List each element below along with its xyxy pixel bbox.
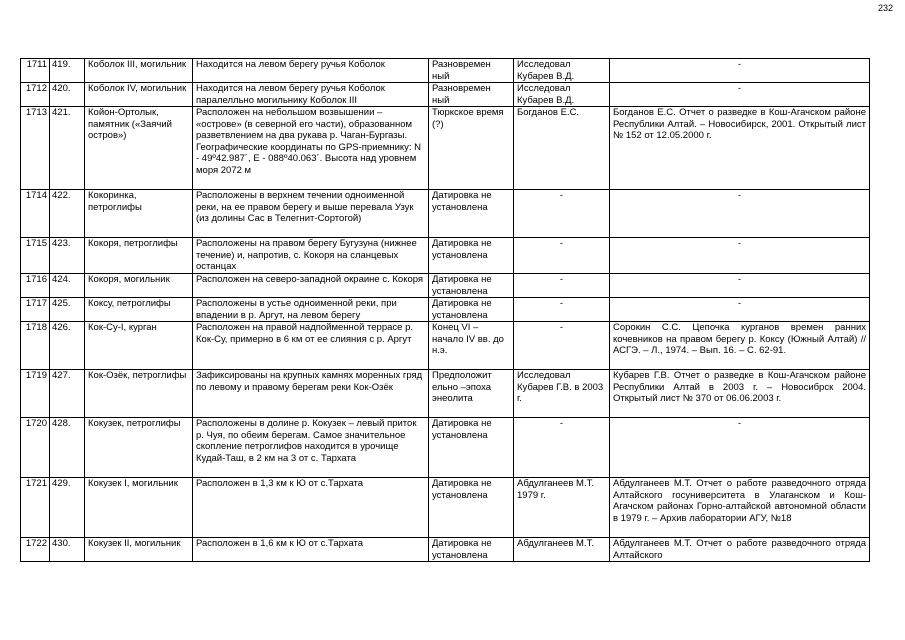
table-row <box>21 418 870 478</box>
monument-dating: Датировка не установлена <box>429 478 514 538</box>
table-row <box>21 83 870 107</box>
row-number: 1713 <box>21 107 50 190</box>
monument-researcher: Богданов Е.С. <box>514 107 610 190</box>
monument-source: Абдулганеев М.Т. Отчет о работе разведочного отряда Алтайского <box>610 538 870 562</box>
monument-name: Кокузек II, могильник <box>85 538 193 562</box>
monument-dating: Датировка не установлена <box>429 238 514 274</box>
monument-location: Расположен на правой надпойменной террасе р. Кок-Су, примерно в 6 км от ее слияния с р. Аргут <box>193 322 429 370</box>
monument-researcher: Абдулганеев М.Т. 1979 г. <box>514 478 610 538</box>
monument-source: Богданов Е.С. Отчет о разведке в Кош-Агачском районе Республики Алтай. – Новосибирск, 2001. Открытый лист № 152 от 12.05.2000 г. <box>610 107 870 190</box>
row-number: 1719 <box>21 370 50 418</box>
monument-source: - <box>610 274 870 298</box>
table-row <box>21 478 870 538</box>
table-row <box>21 107 870 190</box>
monument-dating: Разновремен ный <box>429 59 514 83</box>
monument-name: Коболок IV, могильник <box>85 83 193 107</box>
monument-source: - <box>610 298 870 322</box>
monument-researcher: Абдулганеев М.Т. <box>514 538 610 562</box>
monument-researcher: - <box>514 298 610 322</box>
table-row <box>21 322 870 370</box>
monument-source: Абдулганеев М.Т. Отчет о работе разведочного отряда Алтайского госуниверситета в Улаганском и Кош-Агачском районах Горно-алтайской автономной области в 1979 г. – Архив лаборатории АГУ, №18 <box>610 478 870 538</box>
row-index: 426. <box>50 322 85 370</box>
monument-dating: Тюркское время (?) <box>429 107 514 190</box>
row-index: 421. <box>50 107 85 190</box>
row-number: 1718 <box>21 322 50 370</box>
monument-researcher: Исследовал Кубарев Г.В. в 2003 г. <box>514 370 610 418</box>
row-number: 1715 <box>21 238 50 274</box>
monuments-table <box>20 58 870 562</box>
row-index: 423. <box>50 238 85 274</box>
row-index: 429. <box>50 478 85 538</box>
monument-dating: Датировка не установлена <box>429 274 514 298</box>
monument-researcher: - <box>514 190 610 238</box>
monument-name: Кокоря, могильник <box>85 274 193 298</box>
monument-name: Кок-Су-I, курган <box>85 322 193 370</box>
table-row <box>21 274 870 298</box>
monument-dating: Разновремен ный <box>429 83 514 107</box>
monument-researcher: Исследовал Кубарев В.Д. <box>514 83 610 107</box>
row-index: 427. <box>50 370 85 418</box>
table-row <box>21 538 870 562</box>
monument-location: Расположены на правом берегу Бугузуна (нижнее течение) и, напротив, с. Кокоря на сланцевых останцах <box>193 238 429 274</box>
monument-name: Кокузек I, могильник <box>85 478 193 538</box>
page-number: 232 <box>877 3 893 13</box>
row-number: 1712 <box>21 83 50 107</box>
monument-name: Кок-Озёк, петроглифы <box>85 370 193 418</box>
row-index: 425. <box>50 298 85 322</box>
monument-dating: Датировка не установлена <box>429 538 514 562</box>
table-row <box>21 190 870 238</box>
monument-location: Находится на левом берегу ручья Коболок <box>193 59 429 83</box>
monument-location: Находится на левом берегу ручья Коболок паралелльно могильнику Коболок III <box>193 83 429 107</box>
monument-name: Кокоря, петроглифы <box>85 238 193 274</box>
monument-name: Коболок III, могильник <box>85 59 193 83</box>
monument-dating: Предположит ельно –эпоха энеолита <box>429 370 514 418</box>
monument-dating: Датировка не установлена <box>429 190 514 238</box>
monument-name: Койон-Ортолык, памятник («Заячий остров») <box>85 107 193 190</box>
table-row <box>21 59 870 83</box>
row-index: 424. <box>50 274 85 298</box>
monument-location: Расположен в 1,6 км к Ю от с.Тархата <box>193 538 429 562</box>
monument-source: - <box>610 418 870 478</box>
row-index: 420. <box>50 83 85 107</box>
monument-source: - <box>610 59 870 83</box>
monument-location: Зафиксированы на крупных камнях моренных гряд по левому и правому берегам реки Кок-Озёк <box>193 370 429 418</box>
monument-name: Коксу, петроглифы <box>85 298 193 322</box>
monument-source: - <box>610 83 870 107</box>
table-row <box>21 298 870 322</box>
row-index: 422. <box>50 190 85 238</box>
monument-location: Расположен на северо-западной окраине с. Кокоря <box>193 274 429 298</box>
monument-source: - <box>610 238 870 274</box>
monument-location: Расположены в долине р. Кокузек – левый приток р. Чуя, по обеим берегам. Самое значительное скопление петроглифов находится в урочище Кудай-Таш, в 2 км на 3 от с. Тархата <box>193 418 429 478</box>
monument-researcher: - <box>514 322 610 370</box>
monument-dating: Датировка не установлена <box>429 298 514 322</box>
row-number: 1716 <box>21 274 50 298</box>
monument-source: - <box>610 190 870 238</box>
table-row <box>21 238 870 274</box>
row-index: 419. <box>50 59 85 83</box>
monument-name: Кокоринка, петроглифы <box>85 190 193 238</box>
monument-dating: Конец VI – начало IV вв. до н.э. <box>429 322 514 370</box>
monument-location: Расположены в верхнем течении одноименной реки, на ее правом берегу и выше перевала Узук (из долины Сас в Телегнит-Сортогой) <box>193 190 429 238</box>
monument-name: Кокузек, петроглифы <box>85 418 193 478</box>
monument-researcher: - <box>514 418 610 478</box>
monument-location: Расположен в 1,3 км к Ю от с.Тархата <box>193 478 429 538</box>
row-number: 1720 <box>21 418 50 478</box>
row-number: 1722 <box>21 538 50 562</box>
monument-source: Кубарев Г.В. Отчет о разведке в Кош-Агачском районе Республики Алтай в 2003 г. – Новосибрск 2004. Открытый лист № 370 от 06.06.2003 г. <box>610 370 870 418</box>
monument-location: Расположены в устье одноименной реки, при впадении в р. Аргут, на левом берегу <box>193 298 429 322</box>
monument-researcher: - <box>514 238 610 274</box>
monument-dating: Датировка не установлена <box>429 418 514 478</box>
row-number: 1717 <box>21 298 50 322</box>
monument-source: Сорокин С.С. Цепочка курганов времен ранних кочевников на правом берегу р. Коксу (Южный Алтай) // АСГЭ. – Л., 1974. – Вып. 16. – С. 62-91. <box>610 322 870 370</box>
monument-researcher: - <box>514 274 610 298</box>
row-index: 430. <box>50 538 85 562</box>
row-number: 1714 <box>21 190 50 238</box>
row-number: 1721 <box>21 478 50 538</box>
monument-researcher: Исследовал Кубарев В.Д. <box>514 59 610 83</box>
row-index: 428. <box>50 418 85 478</box>
row-number: 1711 <box>21 59 50 83</box>
monument-location: Расположен на небольшом возвышении – «острове» (в северной его части), образованном разветвлением на два рукава р. Чаган-Бургазы. Географические координаты по GPS-приемнику: N - 49º42.987´, E - 088º40.063´. Высота над уровнем моря 2072 м <box>193 107 429 190</box>
table-row <box>21 370 870 418</box>
